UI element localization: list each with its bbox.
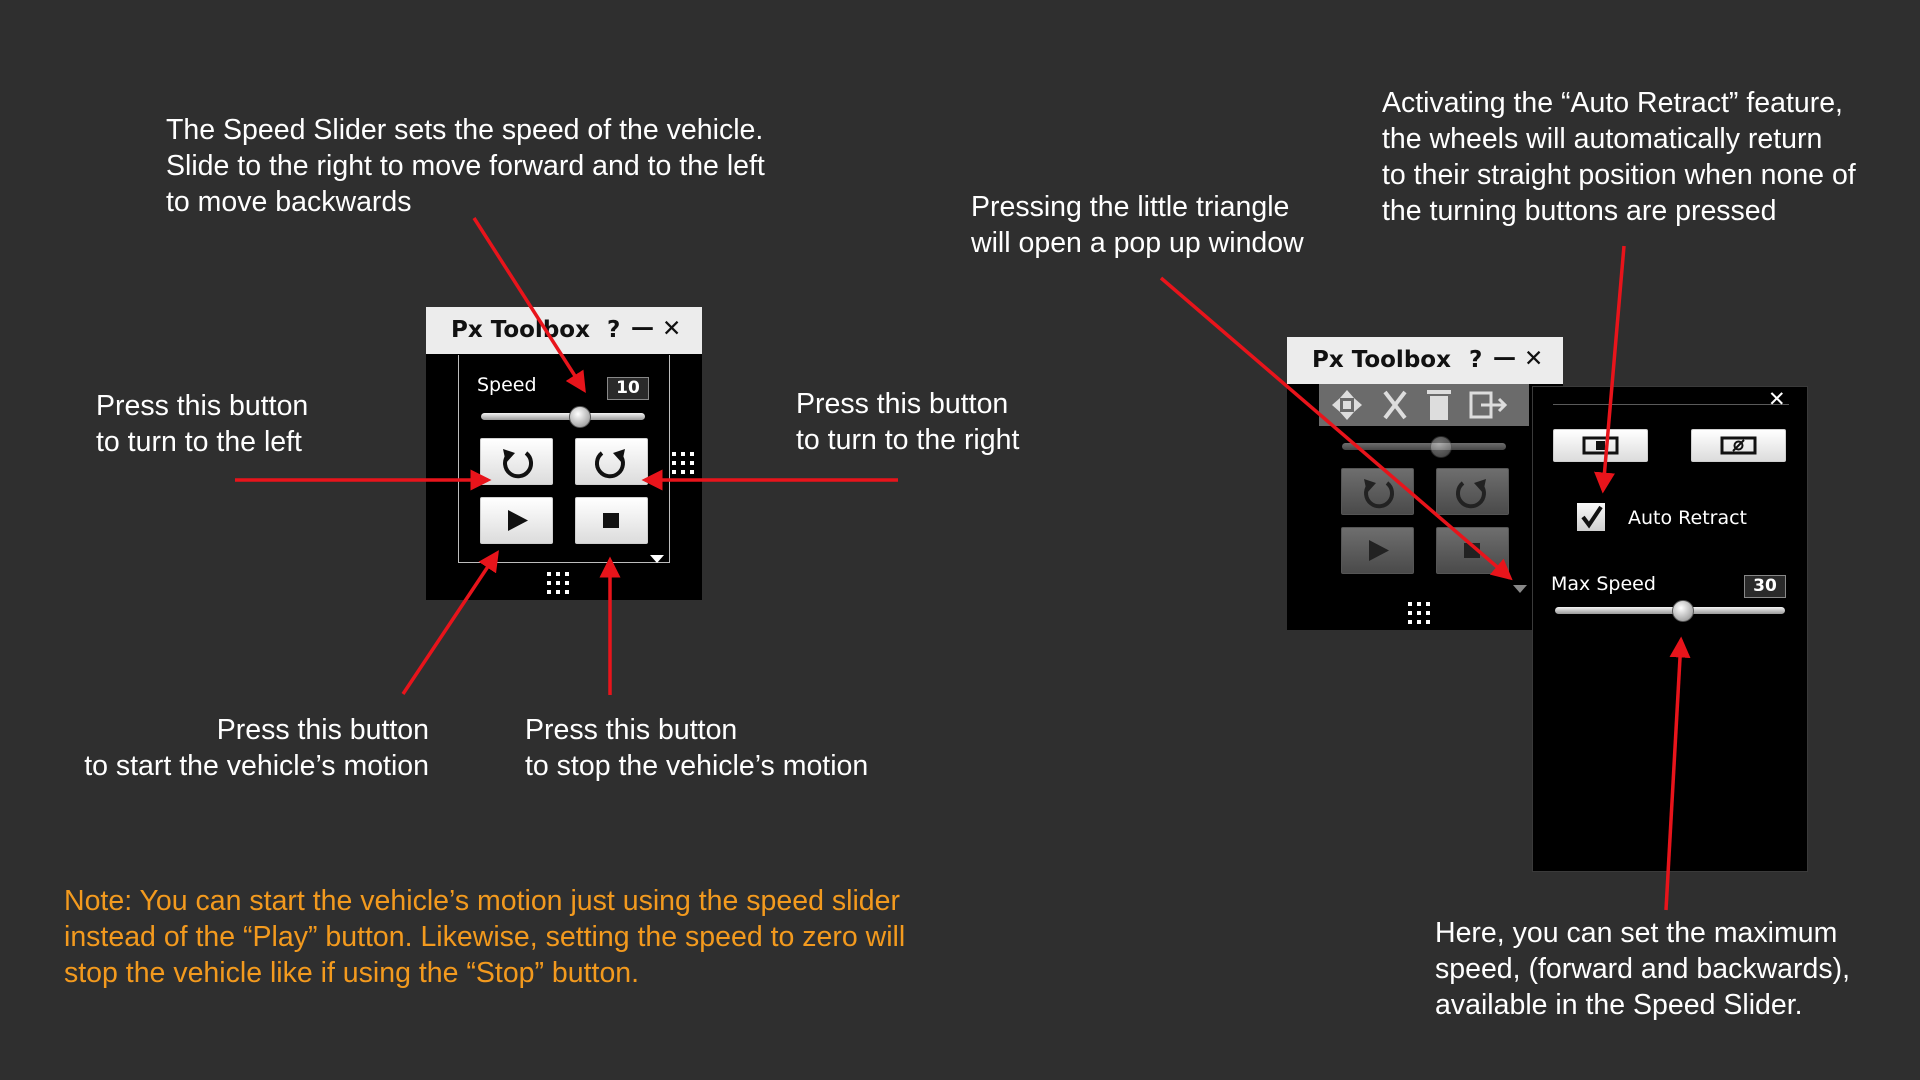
annotation-line: The Speed Slider sets the speed of the vehicle. [166,114,764,146]
note-line: Note: You can start the vehicle’s motion just using the speed slider [64,885,900,917]
toolbox-title-bar[interactable] [426,307,702,354]
annotation-line: to their straight position when none of [1382,159,1856,191]
settings-popup [1532,386,1808,872]
help-button[interactable]: ? [1469,347,1483,373]
play-icon [1342,528,1413,573]
toolbar-icons [1319,384,1529,426]
rotate-right-icon [576,439,647,484]
rotate-left-icon [481,439,552,484]
stop-button[interactable] [1436,527,1509,574]
max-speed-slider-track[interactable] [1555,607,1785,614]
turn-left-button[interactable] [1341,468,1414,515]
toolbox-title: Px Toolbox [451,317,590,343]
speed-value[interactable]: 10 [607,377,649,400]
toolbox-title: Px Toolbox [1312,347,1451,373]
annotation-line: to stop the vehicle’s motion [525,750,869,782]
rotate-left-icon [1342,469,1413,514]
annotation-line: Press this button [96,390,309,422]
play-button[interactable] [480,497,553,544]
max-speed-slider-knob[interactable] [1672,600,1694,622]
move-icon[interactable] [1332,390,1362,420]
annotation-line: Press this button [525,714,738,746]
note-line: instead of the “Play” button. Likewise, setting the speed to zero will [64,921,906,953]
px-toolbox-right [1287,337,1563,630]
annotation-line: available in the Speed Slider. [1435,989,1803,1021]
close-button[interactable]: ✕ [1524,346,1544,372]
annotation-line: Slide to the right to move forward and to the left [166,150,765,182]
popup-header-line [1553,404,1789,405]
toolbox-body [1287,384,1563,630]
checkmark-icon [1577,503,1605,531]
speed-label: Speed [477,374,537,396]
popup-triangle-icon[interactable] [650,555,664,563]
wheels-free-icon [1692,430,1785,461]
center-wheels-button[interactable] [1553,429,1648,462]
stop-button[interactable] [575,497,648,544]
trash-icon[interactable] [1427,390,1451,420]
turn-left-button[interactable] [480,438,553,485]
play-button[interactable] [1341,527,1414,574]
annotation-line: Here, you can set the maximum [1435,917,1838,949]
speed-slider-track[interactable] [1342,443,1506,450]
start-motion-annotation [66,712,429,784]
annotation-line: the turning buttons are pressed [1382,195,1777,227]
popup-close-button[interactable]: ✕ [1768,387,1786,411]
play-icon [481,498,552,543]
stop-icon [576,498,647,543]
annotation-line: Pressing the little triangle [971,191,1290,223]
help-button[interactable]: ? [607,317,621,343]
side-grip-icon[interactable] [672,452,694,474]
annotation-line: speed, (forward and backwards), [1435,953,1851,985]
auto-retract-annotation [1382,85,1856,229]
rotate-right-icon [1437,469,1508,514]
turn-left-annotation [96,388,308,460]
speed-slider-annotation [166,112,765,220]
close-button[interactable]: ✕ [662,316,682,342]
minimize-button[interactable]: — [631,315,654,341]
free-wheels-button[interactable] [1691,429,1786,462]
turn-right-annotation [796,386,1019,458]
annotation-line: to turn to the right [796,424,1020,456]
speed-slider-track[interactable] [481,413,645,420]
exit-icon[interactable] [1471,393,1505,417]
annotation-line: the wheels will automatically return [1382,123,1823,155]
auto-retract-checkbox[interactable] [1577,503,1605,531]
stop-motion-annotation [525,712,868,784]
annotation-line: to move backwards [166,186,412,218]
annotation-line: to turn to the left [96,426,302,458]
toolbox-title-bar[interactable] [1287,337,1563,384]
usage-note [64,883,905,991]
max-speed-value[interactable]: 30 [1744,575,1786,598]
bottom-grip-icon[interactable] [547,572,569,594]
speed-slider-knob[interactable] [1430,436,1452,458]
px-toolbox-left [426,307,702,600]
triangle-annotation [971,189,1304,261]
annotation-line: Press this button [216,714,429,746]
turn-right-button[interactable] [1436,468,1509,515]
auto-retract-label: Auto Retract [1628,507,1747,529]
tools-icon[interactable] [1385,392,1405,418]
annotation-line: to start the vehicle’s motion [84,750,429,782]
note-line: stop the vehicle like if using the “Stop” button. [64,957,640,989]
turn-right-button[interactable] [575,438,648,485]
minimize-button[interactable]: — [1493,345,1516,371]
wheels-straight-icon [1554,430,1647,461]
annotation-line: Press this button [796,388,1009,420]
max-speed-annotation [1435,915,1850,1023]
toolbox-body [426,354,702,600]
max-speed-label: Max Speed [1551,573,1656,595]
bottom-grip-icon[interactable] [1408,602,1430,624]
popup-triangle-icon[interactable] [1513,585,1527,593]
annotation-line: Activating the “Auto Retract” feature, [1382,87,1843,119]
stop-icon [1437,528,1508,573]
annotation-line: will open a pop up window [971,227,1304,259]
